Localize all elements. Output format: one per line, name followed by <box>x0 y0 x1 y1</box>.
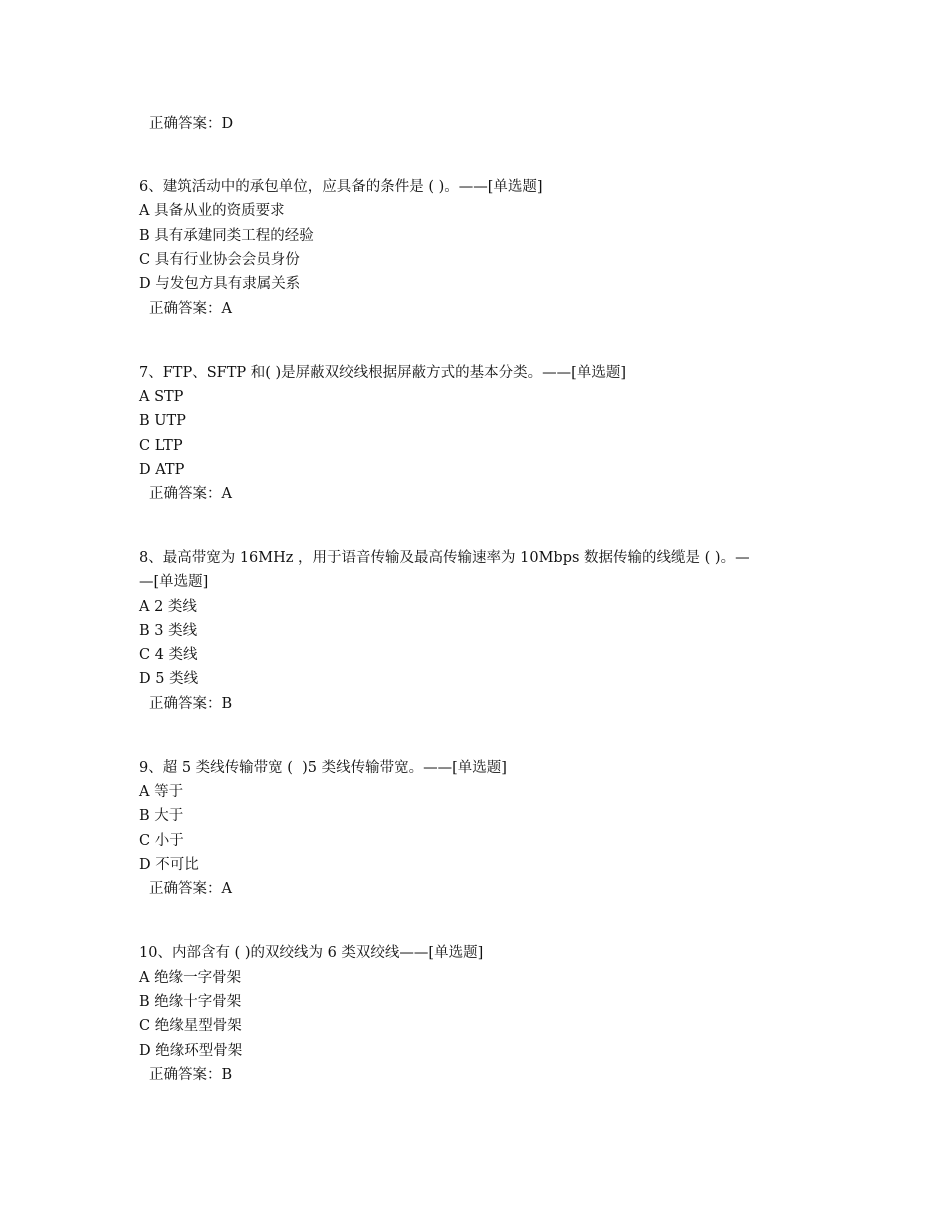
correct-answer: 正确答案：B <box>149 1067 233 1083</box>
correct-answer: 正确答案：A <box>149 301 232 317</box>
option-a: A 2 类线 <box>139 599 197 615</box>
option-b: B 绝缘十字骨架 <box>139 994 242 1010</box>
option-d: D 绝缘环型骨架 <box>139 1043 243 1059</box>
question-stem-continued: —[单选题] <box>139 574 209 590</box>
question-stem: 7、FTP、SFTP 和( )是屏蔽双绞线根据屏蔽方式的基本分类。——[单选题] <box>139 365 626 381</box>
question-stem: 10、内部含有 ( )的双绞线为 6 类双绞线——[单选题] <box>139 945 484 961</box>
option-d: D ATP <box>139 462 185 478</box>
option-c: C LTP <box>139 438 183 454</box>
option-a: A STP <box>139 389 184 405</box>
correct-answer: 正确答案：A <box>149 881 232 897</box>
option-c: C 绝缘星型骨架 <box>139 1018 242 1034</box>
question-stem: 6、建筑活动中的承包单位，应具备的条件是 ( )。——[单选题] <box>139 179 543 195</box>
option-a: A 具备从业的资质要求 <box>139 203 285 219</box>
question-stem: 8、最高带宽为 16MHz ，用于语音传输及最高传输速率为 10Mbps 数据传输的线缆是 ( )。— <box>139 550 750 566</box>
option-c: C 4 类线 <box>139 647 198 663</box>
option-b: B UTP <box>139 413 186 429</box>
option-c: C 具有行业协会会员身份 <box>139 252 300 268</box>
option-a: A 等于 <box>139 784 184 800</box>
correct-answer: 正确答案：A <box>149 486 232 502</box>
option-a: A 绝缘一字骨架 <box>139 970 242 986</box>
correct-answer: 正确答案：D <box>149 116 234 132</box>
option-d: D 5 类线 <box>139 671 199 687</box>
option-d: D 与发包方具有隶属关系 <box>139 276 301 292</box>
question-stem: 9、超 5 类线传输带宽 ( )5 类线传输带宽。——[单选题] <box>139 760 507 776</box>
option-b: B 具有承建同类工程的经验 <box>139 228 314 244</box>
option-b: B 大于 <box>139 808 184 824</box>
option-c: C 小于 <box>139 833 184 849</box>
option-d: D 不可比 <box>139 857 199 873</box>
option-b: B 3 类线 <box>139 623 198 639</box>
correct-answer: 正确答案：B <box>149 696 233 712</box>
